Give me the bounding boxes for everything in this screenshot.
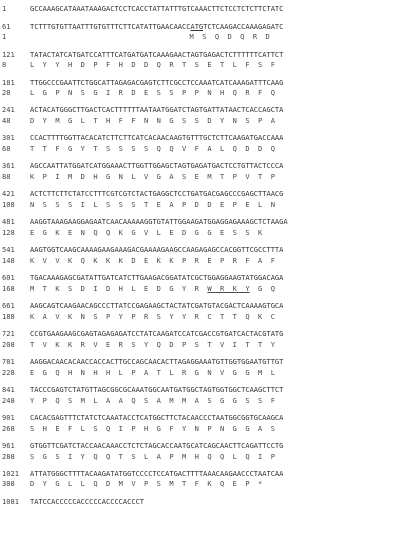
nucleotide-line <box>2 4 404 14</box>
nucleotide-sequence: TGACAAAGAGCGATATTGATCATCTTGAAGACGGATATCGCTGGAGGAAGTATGGACAGA <box>30 273 284 283</box>
amino-acid-position: 228 <box>2 367 15 377</box>
nucleotide-sequence: ATTATGGGCTTTTACAAGATATGGTCCCCTCCATGACTTTTAAACAAGAACCCTAATCAA <box>30 469 284 479</box>
nucleotide-position: 841 <box>2 385 15 395</box>
nucleotide-position: 541 <box>2 245 15 255</box>
nucleotide-line <box>2 441 404 451</box>
sequence-block <box>2 217 404 238</box>
nucleotide-line <box>2 245 404 255</box>
amino-acid-position: 208 <box>2 339 15 349</box>
nucleotide-position: 781 <box>2 357 15 367</box>
sequence-block <box>2 497 404 507</box>
amino-acid-line <box>2 200 404 210</box>
amino-acid-sequence: N S S S I L S S S T E A P D D E P E L N <box>30 199 275 209</box>
amino-acid-sequence: K A V K N S P Y P R S Y Y R C T T Q K C <box>30 311 275 321</box>
sequence-block <box>2 469 404 490</box>
sequence-block <box>2 441 404 462</box>
amino-acid-sequence: M S Q D Q R D <box>189 31 270 41</box>
nucleotide-sequence: CCACTTTTGGTTACACATCTTCTTCATCACAACAAGTGTTTGCTCTTCAAGATGACCAAA <box>30 133 284 143</box>
amino-acid-line <box>2 424 404 434</box>
amino-acid-sequence: L G P N S G I R D E S S P P N H Q R F Q <box>30 87 275 97</box>
amino-acid-line <box>2 116 404 126</box>
amino-acid-line <box>2 144 404 154</box>
nucleotide-sequence: TCTTTGTGTTAATTTGTGTTTCTTCATATTGAACAACCATGTCTCAAGACCAAAGAGATC <box>30 21 284 31</box>
amino-acid-sequence: S H E F L S Q I P H G F Y N P N G G A S <box>30 423 275 433</box>
sequence-block <box>2 301 404 322</box>
amino-acid-position: 128 <box>2 227 15 237</box>
amino-acid-sequence: M T K S D I D H L E D G Y R W R K Y G Q <box>30 283 275 293</box>
nucleotide-sequence: AGCCAATTATGGATCATGGAAACTTGGTTGGAGCTAGTGAGATGACTCCTGTTACTCCCA <box>30 161 284 171</box>
nucleotide-sequence: ACTCTTCTTCTATCCTTTCGTCGTCTACTGAGGCTCCTGATGACGAGCCCGAGCTTAACG <box>30 189 284 199</box>
sequence-block <box>2 50 404 71</box>
amino-acid-position: 188 <box>2 311 15 321</box>
nucleotide-line <box>2 357 404 367</box>
nucleotide-line <box>2 50 404 60</box>
sequence-block <box>2 161 404 182</box>
sequence-block <box>2 22 404 43</box>
amino-acid-sequence: K V V K Q K K K D E K K P R E P R F A F <box>30 255 275 265</box>
amino-acid-line <box>2 452 404 462</box>
nucleotide-line <box>2 329 404 339</box>
amino-acid-line <box>2 88 404 98</box>
nucleotide-line <box>2 189 404 199</box>
nucleotide-position: 901 <box>2 413 15 423</box>
amino-acid-position: 288 <box>2 451 15 461</box>
nucleotide-sequence: GTGGTTCGATCTACCAACAAACCTCTCTAGCACCAATGCATCAGCAACTTCAGATTCCTG <box>30 441 284 451</box>
nucleotide-position: 1021 <box>2 469 19 479</box>
sequence-figure <box>2 4 404 515</box>
amino-acid-line <box>2 228 404 238</box>
amino-acid-sequence: T T F G Y T S S S S Q Q V F A L Q D D Q <box>30 143 275 153</box>
nucleotide-line <box>2 413 404 423</box>
amino-acid-sequence: D Y G L L Q D M V P S M T F K Q E P * <box>30 479 263 489</box>
amino-acid-line <box>2 32 404 42</box>
amino-acid-sequence: L Y Y H D P F H D D Q R T S E T L F S F <box>30 59 275 69</box>
amino-acid-sequence: D Y M G L T H F F N N G S S D Y N S P A <box>30 115 275 125</box>
nucleotide-line <box>2 105 404 115</box>
amino-acid-position: 1 <box>2 31 7 41</box>
amino-acid-line <box>2 284 404 294</box>
nucleotide-position: 661 <box>2 301 15 311</box>
amino-acid-position: 168 <box>2 283 15 293</box>
amino-acid-sequence: K P I M D H G N L V G A S E M T P V T P <box>30 171 275 181</box>
amino-acid-position: 8 <box>2 59 7 69</box>
amino-acid-position: 108 <box>2 199 15 209</box>
nucleotide-sequence: TACCCGAGTCTATGTTAGCGGCGCAAATGGCAATGATGGCTAGTGGTGGCTCAAGCTTCT <box>30 385 284 395</box>
nucleotide-line <box>2 469 404 479</box>
nucleotide-line <box>2 217 404 227</box>
nucleotide-position: 121 <box>2 49 15 59</box>
sequence-block <box>2 413 404 434</box>
nucleotide-position: 421 <box>2 189 15 199</box>
nucleotide-position: 61 <box>2 21 11 31</box>
amino-acid-position: 148 <box>2 255 15 265</box>
sequence-block <box>2 105 404 126</box>
nucleotide-line <box>2 78 404 88</box>
amino-acid-position: 68 <box>2 143 11 153</box>
amino-acid-sequence: E G Q H N H H L P A T L R G N V G G M L <box>30 367 275 377</box>
amino-acid-line <box>2 368 404 378</box>
nucleotide-position: 181 <box>2 77 15 87</box>
nucleotide-line <box>2 161 404 171</box>
sequence-block <box>2 78 404 99</box>
sequence-block <box>2 189 404 210</box>
nucleotide-sequence: CACACGAGTTTCTATCTCAAATACCTCATGGCTTCTACAACCCTAATGGCGGTGCAAGCA <box>30 413 284 423</box>
amino-acid-line <box>2 312 404 322</box>
amino-acid-position: 28 <box>2 87 11 97</box>
amino-acid-position: 268 <box>2 423 15 433</box>
nucleotide-sequence: GCCAAAGCATAAATAAAGACTCCTCACCTATTATTTGTCAAACTTCTCCTCTCTTCTATC <box>30 4 284 13</box>
sequence-block <box>2 329 404 350</box>
nucleotide-sequence: AAGTGGTCAAGCAAAAGAAGAAAGACGAAAAGAAGCCAAGAGAGCCACGGTTCGCCTTTA <box>30 245 284 255</box>
amino-acid-line <box>2 256 404 266</box>
amino-acid-position: 88 <box>2 171 11 181</box>
nucleotide-line <box>2 301 404 311</box>
nucleotide-sequence: TTGGCCCGAATTCTGGCATTAGAGACGAGTCTTCGCCTCCAAATCATCAAAGATTTCAAG <box>30 77 284 87</box>
nucleotide-line <box>2 385 404 395</box>
nucleotide-sequence: AAGGACAACACAACCACCACTTGCCAGCAACACTTAGAGGAAATGTTGGTGGAATGTTGT <box>30 357 284 367</box>
nucleotide-position: 481 <box>2 217 15 227</box>
nucleotide-position: 961 <box>2 441 15 451</box>
amino-acid-line <box>2 479 404 489</box>
amino-acid-sequence: S G S I Y Q Q T S L A P M H Q Q L Q I P <box>30 451 275 461</box>
sequence-block <box>2 357 404 378</box>
sequence-block <box>2 133 404 154</box>
amino-acid-position: 248 <box>2 395 15 405</box>
nucleotide-position: 1 <box>2 4 7 13</box>
nucleotide-sequence: ACTACATGGGCTTGACTCACTTTTTTAATAATGGATCTAGTGATTATAACTCACCAGCTA <box>30 105 284 115</box>
sequence-block <box>2 385 404 406</box>
nucleotide-position: 301 <box>2 133 15 143</box>
amino-acid-sequence: Y P Q S M L A A Q S A M M A S G G S S F <box>30 395 275 405</box>
amino-acid-line <box>2 172 404 182</box>
nucleotide-sequence: AAGGTAAAGAAGGAGAATCAACAAAAAGGTGTATTGGAAGATGGAGGAGAAAGCTCTAAGA <box>30 217 288 227</box>
nucleotide-position: 361 <box>2 161 15 171</box>
amino-acid-position: 308 <box>2 479 15 489</box>
nucleotide-sequence: TATACTATCATGATCCATTTCATGATGATCAAAGAACTAGTGAGACTCTTTTTTCATTCT <box>30 49 284 59</box>
amino-acid-line <box>2 340 404 350</box>
nucleotide-position: 1081 <box>2 497 19 507</box>
nucleotide-line <box>2 133 404 143</box>
nucleotide-line <box>2 497 404 507</box>
amino-acid-line <box>2 60 404 70</box>
amino-acid-line <box>2 396 404 406</box>
nucleotide-position: 721 <box>2 329 15 339</box>
sequence-block <box>2 273 404 294</box>
nucleotide-sequence: TATCCACCCCCACCCCCACCCCACCCT <box>30 497 145 507</box>
nucleotide-sequence: CCGTGAAGAAGCGAGTAGAGAGATCCTATCAAGATCCATCGACCGTGATCACTACGTATG <box>30 329 284 339</box>
nucleotide-position: 241 <box>2 105 15 115</box>
sequence-block <box>2 245 404 266</box>
sequence-block <box>2 4 404 14</box>
amino-acid-sequence: T V K K R V E R S Y Q D P S T V I T T Y <box>30 339 275 349</box>
nucleotide-sequence: AAGCAGTCAAGAACAGCCCTTATCCGAGAAGCTACTATCGATGTACGACTCAAAAGTGCA <box>30 301 284 311</box>
nucleotide-line <box>2 273 404 283</box>
nucleotide-position: 601 <box>2 273 15 283</box>
nucleotide-line <box>2 22 404 32</box>
amino-acid-sequence: E G K E N Q Q K G V L E D G G E S S K <box>30 227 263 237</box>
amino-acid-position: 48 <box>2 115 11 125</box>
